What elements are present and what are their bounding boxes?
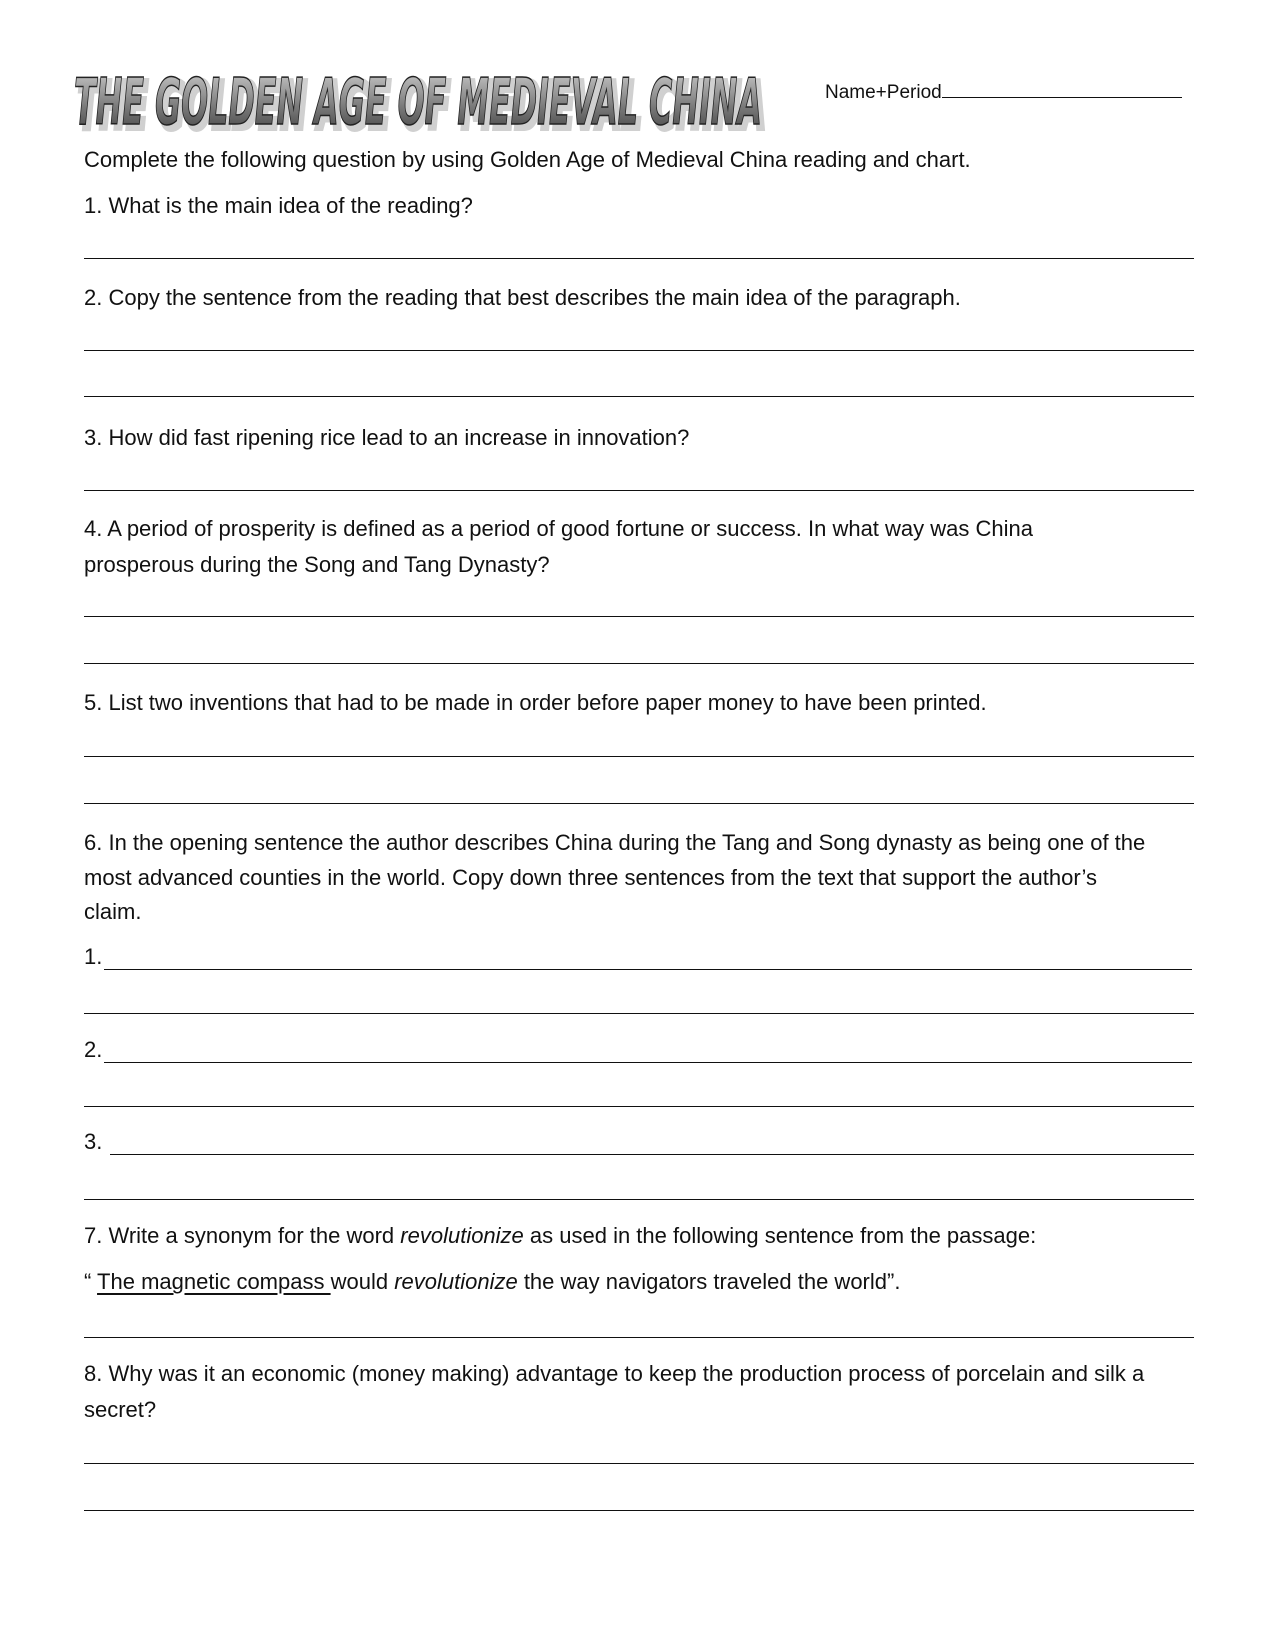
question-6-line-2: most advanced counties in the world. Copy down three sentences from the text that support the author’s — [84, 865, 1097, 890]
question-5: 5. List two inventions that had to be made in order before paper money to have been printed. — [84, 690, 987, 715]
q7-quote-mid: would — [330, 1269, 395, 1294]
question-6-line-1: 6. In the opening sentence the author describes China during the Tang and Song dynasty as being one of the — [84, 830, 1146, 855]
q6-item-3-number: 3. — [84, 1129, 103, 1154]
title-shadow: THE GOLDEN AGE OF MEDIEVAL CHINA — [78, 70, 766, 138]
question-3: 3. How did fast ripening rice lead to an increase in innovation? — [84, 425, 690, 450]
name-period-field[interactable] — [825, 80, 1182, 104]
answer-line-3[interactable] — [84, 490, 1194, 491]
question-4-line-2: prosperous during the Song and Tang Dynasty? — [84, 552, 550, 577]
answer-line-5a[interactable] — [84, 756, 1194, 757]
q7-prefix: 7. Write a synonym for the word — [84, 1223, 401, 1248]
q7-suffix: as used in the following sentence from the passage: — [523, 1223, 1037, 1248]
answer-line-6c[interactable] — [84, 1199, 1194, 1200]
answer-line-8a[interactable] — [84, 1463, 1194, 1464]
answer-line-7[interactable] — [84, 1337, 1194, 1338]
q6-answer-item-1[interactable] — [84, 944, 1192, 970]
answer-line-5b[interactable] — [84, 803, 1194, 804]
q7-quote-word: revolutionize — [394, 1269, 518, 1294]
q7-quote-open: “ — [84, 1269, 98, 1294]
q6-item-3-blank[interactable] — [110, 1132, 1194, 1155]
answer-line-4b[interactable] — [84, 663, 1194, 664]
question-1: 1. What is the main idea of the reading? — [84, 193, 473, 218]
title-lettering — [72, 58, 772, 138]
name-period-label: Name+Period — [825, 82, 942, 103]
q7-quote-underlined: The magnetic compass — [97, 1269, 331, 1294]
answer-line-6b[interactable] — [84, 1106, 1194, 1107]
answer-line-8b[interactable] — [84, 1510, 1194, 1511]
q6-item-1-blank[interactable] — [104, 947, 1192, 970]
name-period-blank[interactable] — [942, 80, 1182, 98]
question-8-line-2: secret? — [84, 1397, 157, 1422]
q6-item-2-blank[interactable] — [104, 1040, 1192, 1063]
question-8-line-1: 8. Why was it an economic (money making) advantage to keep the production process of porcelain and silk a — [84, 1361, 1145, 1386]
question-6-line-3: claim. — [84, 899, 142, 924]
worksheet-title — [72, 58, 772, 138]
answer-line-2a[interactable] — [84, 350, 1194, 351]
question-2: 2. Copy the sentence from the reading that best describes the main idea of the paragraph. — [84, 285, 961, 310]
q7-word: revolutionize — [400, 1223, 524, 1248]
q6-item-1-number: 1. — [84, 944, 103, 969]
q7-quote-end: the way navigators traveled the world”. — [517, 1269, 901, 1294]
answer-line-2b[interactable] — [84, 396, 1194, 397]
answer-line-4a[interactable] — [84, 616, 1194, 617]
question-4-line-1: 4. A period of prosperity is defined as a period of good fortune or success. In what way was China — [84, 516, 1033, 541]
question-7-quote — [84, 1264, 900, 1299]
instructions: Complete the following question by using Golden Age of Medieval China reading and chart. — [84, 147, 971, 172]
title-text: THE GOLDEN AGE OF MEDIEVAL CHINA — [74, 66, 762, 138]
question-7 — [84, 1218, 1036, 1253]
q6-answer-item-3[interactable] — [84, 1129, 1194, 1155]
answer-line-1[interactable] — [84, 258, 1194, 259]
answer-line-6a[interactable] — [84, 1013, 1194, 1014]
q6-item-2-number: 2. — [84, 1037, 103, 1062]
q6-answer-item-2[interactable] — [84, 1037, 1192, 1063]
